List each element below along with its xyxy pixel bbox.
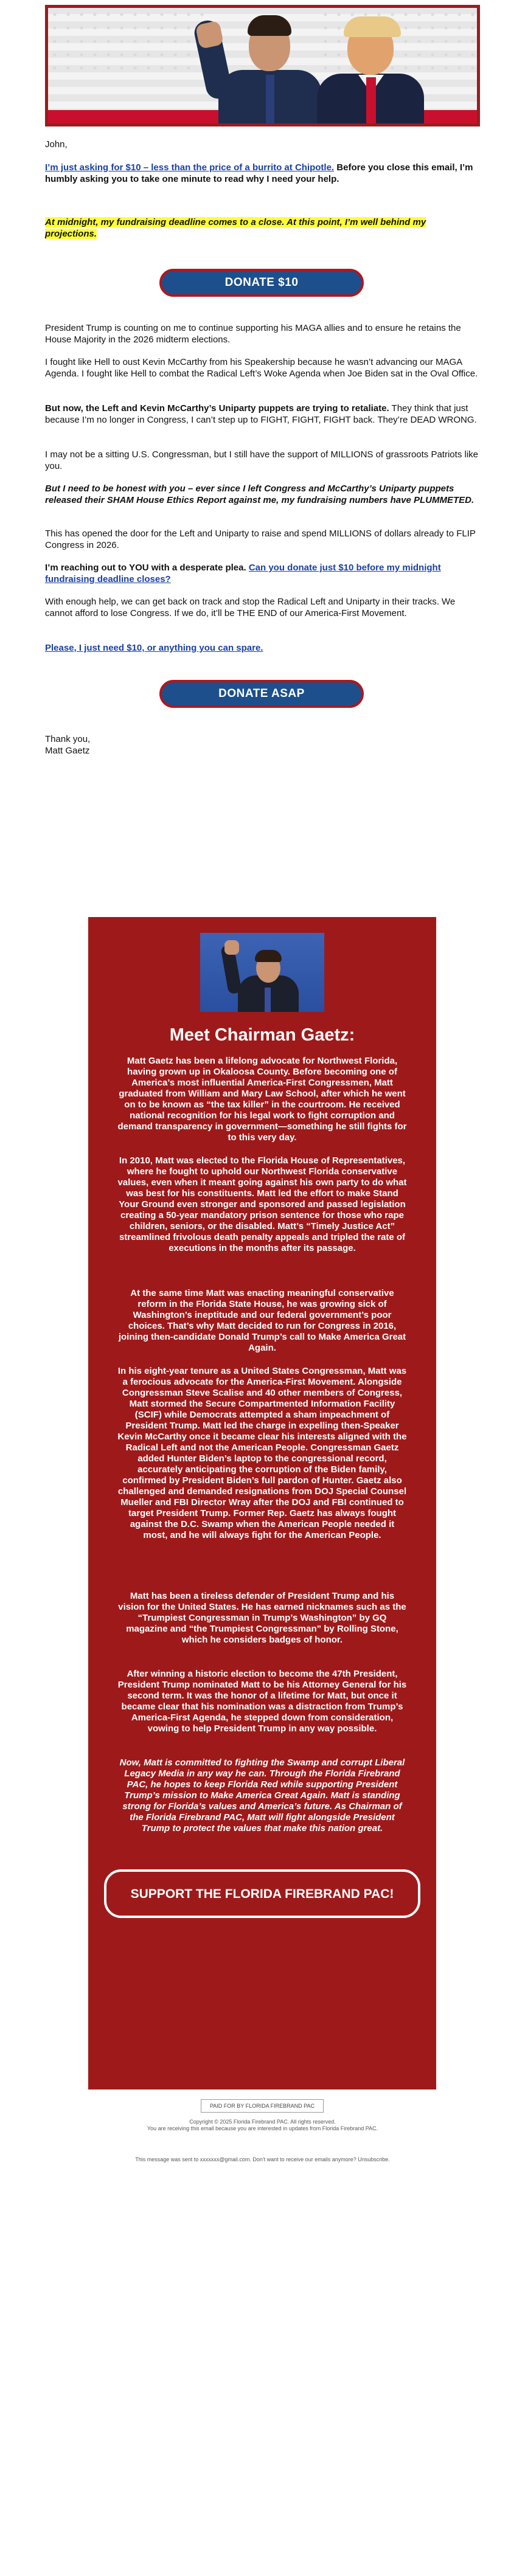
bio-paragraph-4: In his eight-year tenure as a United States Congressman, Matt was a ferocious advocate for the America-First Movement. Alongside Congressman Steve Scalise and 40 other members of Congress, Matt stormed the Secure Compartmented Information Facility (SCIF) while Democrats attempted a sham impeachment of President Trump. Matt led the charge in expelling then-Speaker Kevin McCarthy once it became clear his interests aligned with the Radical Left and not the American People. Congressman Gaetz added Hunter Biden’s laptop to the congressional record, accurately anticipating the corruption of the Biden family, confirmed by President Biden’s full pardon of Hunter. Gaetz also challenged and demanded resignations from DOJ Special Counsel Mueller and FBI Director Wray after the DOJ and FBI continued to target President Trump. Former Rep. Gaetz has always fought against the D.C. Swamp when the American People needed it most, and he will always fight for the American People. <box>117 1366 407 1540</box>
receiving-reason: You are receiving this email because you are interested in updates from Florida Firebrand PAC. <box>147 2125 378 2131</box>
trump-photo <box>310 8 431 123</box>
paragraph-deadline <box>45 216 480 240</box>
bio-paragraph-6: After winning a historic election to become the 47th President, President Trump nominated Matt to be his Attorney General for his second term. It was the honor of a lifetime for Matt, but once it became clear that his nomination was a distraction from Trump’s America-First Agenda, he stepped down from consideration, vowing to help President Trump in any way possible. <box>117 1669 407 1734</box>
paragraph-retaliate: But now, the Left and Kevin McCarthy’s Uniparty puppets are trying to retaliate. They think that just because I’m no longer in Congress, I can’t step up to FIGHT, FIGHT, FIGHT back. They’re DEAD WRONG. <box>45 403 477 425</box>
paragraph-plea: I’m reaching out to YOU with a desperate plea. Can you donate just $10 before my midnight fundraising deadline closes? <box>45 563 441 584</box>
donate-10-deadline-link[interactable]: Can you donate just $10 before my midnight fundraising deadline closes? <box>45 563 441 584</box>
chairman-photo <box>200 933 324 1012</box>
signoff: Thank you, <box>45 734 91 744</box>
bio-title: Meet Chairman Gaetz: <box>169 1025 355 1045</box>
bio-paragraph-2: In 2010, Matt was elected to the Florida House of Representatives, where he fought to uphold our Northwest Florida conservative values, even when it meant going against his own party to do what was best for his constituents. Matt led the effort to make Stand Your Ground even stronger and sponsored and passed legislation creating a 50-year mandatory prison sentence for those who rape children, seniors, or the disabled. Matt’s “Timely Justice Act” streamlined frivolous death penalty appeals and tripled the rate of executions in the months after its passage. <box>117 1155 407 1253</box>
paid-for-box: PAID FOR BY FLORIDA FIREBRAND PAC <box>201 2099 324 2113</box>
paragraph-spare <box>45 642 480 654</box>
signature: Matt Gaetz <box>45 746 90 756</box>
copyright: Copyright © 2025 Florida Firebrand PAC. All rights reserved. <box>189 2119 336 2125</box>
stars-pattern-left <box>48 8 206 75</box>
gaetz-photo <box>200 8 322 123</box>
greeting: John, <box>45 139 68 150</box>
paragraph-support: I may not be a sitting U.S. Congressman, but I still have the support of MILLIONS of grassroots Patriots like you. <box>45 449 478 471</box>
bio-card <box>88 917 436 2090</box>
paragraph-mccarthy: I fought like Hell to oust Kevin McCarthy from his Speakership because he wasn’t advancing our MAGA Agenda. I fought like Hell to combat the Radical Left’s Woke Agenda when Joe Biden sat in the Oval Office. <box>45 357 478 379</box>
paragraph-honest: But I need to be honest with you – ever since I left Congress and McCarthy’s Uniparty puppets released their SHAM House Ethics Report against me, my fundraising numbers have PLUMMETED. <box>45 483 475 505</box>
bio-paragraph-1: Matt Gaetz has been a lifelong advocate for Northwest Florida, having grown up in Okaloosa County. Before becoming one of America’s most influential America-First Congressmen, Matt graduated from William and Mary Law School, after which he went on to be known as “the tax killer” in the courtroom. He received national recognition for his legal work to fight corruption and demand transparency in government—something he still fights for to this very day. <box>117 1056 407 1143</box>
support-pac-button[interactable]: SUPPORT THE FLORIDA FIREBRAND PAC! <box>104 1869 420 1918</box>
header-banner <box>45 5 480 126</box>
bio-paragraph-5: Matt has been a tireless defender of President Trump and his vision for the United States. He has earned nicknames such as the “Trumpiest Congressman in Trump’s Washington” by GQ magazine and “the Trumpiest Congressman” by Rolling Stone, which he considers badges of honor. <box>118 1591 406 1645</box>
sent-to-notice: This message was sent to xxxxxxx@gmail.com. Don't want to receive our emails anymore? Unsubscribe. <box>135 2156 390 2162</box>
bio-paragraph-7: Now, Matt is committed to fighting the Swamp and corrupt Liberal Legacy Media in any way he can. Through the Florida Firebrand PAC, he hopes to keep Florida Red while supporting President Trump’s mission to Make America Great Again. Matt is standing strong for Florida’s values and America’s future. As Chairman of the Florida Firebrand PAC, Matt will fight alongside President Trump to protect the values that make this nation great. <box>119 1757 405 1833</box>
bio-paragraph-3: At the same time Matt was enacting meaningful conservative reform in the Florida State House, he was growing sick of Washington’s ineptitude and our federal government’s poor choices. That’s why Matt decided to run for Congress in 2016, joining then-candidate Donald Trump’s call to Make America Great Again. <box>118 1288 406 1353</box>
highlighted-deadline: At midnight, my fundraising deadline comes to a close. At this point, I’m well behind my projections. <box>45 217 426 239</box>
paragraph-trump-counting: President Trump is counting on me to continue supporting his MAGA allies and to ensure he retains the House Majority in the 2026 midterm elections. <box>45 323 461 345</box>
paragraph-back-on-track: With enough help, we can get back on track and stop the Radical Left and Uniparty in their tracks. We cannot afford to lose Congress. If we do, it’ll be THE END of our America-First Movement. <box>45 597 456 618</box>
donate-asap-button[interactable]: DONATE ASAP <box>159 680 364 708</box>
paragraph-burrito: I’m just asking for $10 – less than the price of a burrito at Chipotle. Before you close this email, I’m humbly asking you to take one minute to read why I need your help. <box>45 162 473 184</box>
paragraph-door: This has opened the door for the Left and Uniparty to raise and spend MILLIONS of dollars already to FLIP Congress in 2026. <box>45 528 476 550</box>
donate-10-button[interactable]: DONATE $10 <box>159 269 364 297</box>
burrito-link[interactable]: I’m just asking for $10 – less than the price of a burrito at Chipotle. <box>45 162 335 173</box>
spare-link[interactable]: Please, I just need $10, or anything you can spare. <box>45 643 263 653</box>
